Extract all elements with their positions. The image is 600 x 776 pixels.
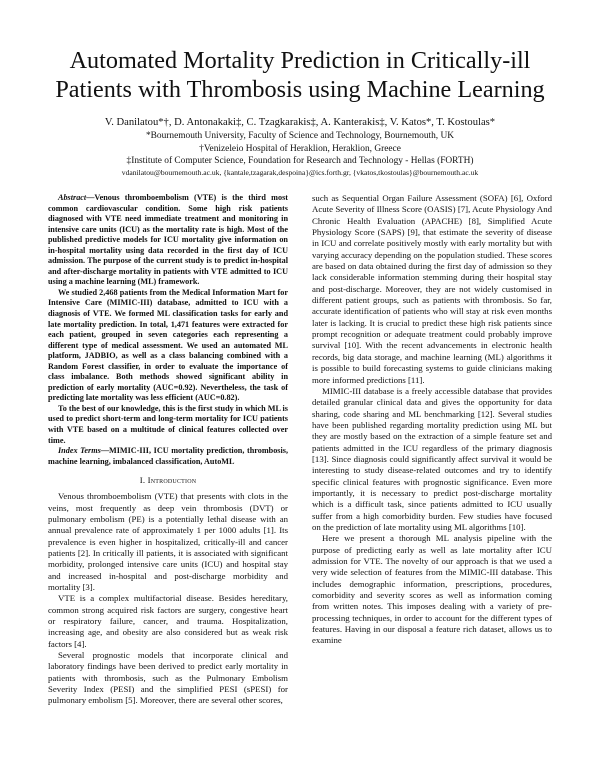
abstract-paragraph-3: To the best of our knowledge, this is the first study in which ML is used to predict short-term and long-term mortality for ICU patients with VTE based on a multitude of clinical features collected over time.: [48, 403, 288, 445]
right-paragraph-1: such as Sequential Organ Failure Assessment (SOFA) [6], Oxford Acute Severity of Illness Score (OASIS) [7], Acute Physiology And Chronic Health Evaluation (APACHE) [8], Simplified Acute Physiology Score (SAPS) [9], that estimate the severity of disease in ICU and correlate positively mostly with early mortality but with varying accuracy depending on the population studied. These scores are based on data obtained during the first day of admission so they lack considerable information stemming during their hospital stay and post-discharge. Moreover, they are not widely customised in different patient groups, such as patients with thrombosis. So far, accurate identification of patients who will stay at risk even months later is lacking. It is crucial to predict these high risk patients since prompt recognition or adequate treatment could probably improve survival [10]. With the recent advancements in electronic health records, big data storage, and machine learning (ML) algorithms it is possible to build forecasting systems to guide clinicians making more informed predictions [11].: [312, 193, 552, 385]
paper-title: [40, 46, 560, 104]
left-column: [48, 193, 288, 707]
author-names: V. Danilatou*†, D. Antonakaki‡, C. Tzagkarakis‡, A. Kanterakis‡, V. Katos*, T. Kostoulas*: [104, 117, 496, 128]
author-emails: vdanilatou@bournemouth.ac.uk, {kantale,tzagarak,despoina}@ics.forth.gr, {vkatos,tkostoulas}@bournemouth.ac.uk: [121, 167, 479, 177]
title-line-2: Patients with Thrombosis using Machine Learning: [55, 76, 545, 103]
abstract-lead: Abstract: [58, 193, 87, 202]
section-heading: [48, 475, 288, 485]
author-block: [40, 116, 560, 178]
affiliation-1: *Bournemouth University, Faculty of Science and Technology, Bournemouth, UK: [145, 131, 455, 141]
intro-paragraph-2: VTE is a complex multifactorial disease. Besides hereditary, common strong acquired risk factors are surgery, congestive heart or respiratory failure, cancer, and trauma. Hospitalization, increasing age, and obesity are also considered but as weak risk factors [4].: [48, 593, 288, 649]
intro-paragraph-3: Several prognostic models that incorporate clinical and laboratory findings have been derived to predict early mortality in patients with thrombosis, such as the Pulmonary Embolism Severity Index (PESI) and the simplified PESI (sPESI) for pulmonary embolism [5]. Moreover, there are several other scores,: [48, 650, 288, 706]
abstract-paragraph-1: [48, 193, 288, 288]
section-number: I.: [139, 475, 146, 486]
abstract-text-1: —Venous thromboembolism (VTE) is the third most common cardiovascular condition. Some high risk patients diagnosed with VTE need immediate treatment and monitoring in intensive care units (ICU) as the mortality rate is high. Most of the published predictive models for ICU mortality give information on in-hospital mortality using data recorded in the first day of ICU admission. The purpose of the current study is to predict in-hospital and after-discharge mortality in patients with VTE admitted to ICU using a machine learning (ML) framework.: [48, 193, 288, 287]
title-line-1: Automated Mortality Prediction in Critically-ill: [69, 47, 531, 74]
index-terms-lead: Index Terms: [58, 446, 101, 456]
right-column: [312, 193, 552, 647]
intro-paragraph-1: Venous thromboembolism (VTE) that presents with clots in the veins, most frequently as deep vein thrombosis (DVT) or pulmonary embolism (PE) is a potentially lethal disease with an annual prevalence rate of approximately 1 per 1000 adults [1]. Its prevalence is even higher in hospitalized, critically-ill and cancer patients [2]. In critically ill patients, it is associated with significant morbidity, prolonged intensive care units (ICU) and hospital stay and increased in-hospital and post-discharge morbidity and mortality [3].: [48, 491, 288, 592]
abstract-paragraph-2: We studied 2,468 patients from the Medical Information Mart for Intensive Care (MIMIC-III) database, admitted to ICU with a diagnosis of VTE. We formed ML classification tasks for early and late mortality prediction. In total, 1,471 features were extracted for each patient, grouped in seven categories each representing a different type of medical assessment. We used an automated ML platform, JADBIO, as well as a class balancing combined with a Random Forest classifier, in order to evaluate the importance of class imbalance. Both methods showed significant ability in prediction of early mortality (AUC=0.92). Nevertheless, the task of predicting late mortality was less efficient (AUC=0.82).: [48, 287, 288, 403]
right-paragraph-3: Here we present a thorough ML analysis pipeline with the purpose of predicting early as well as late mortality after ICU admission for VTE. The novelty of our approach is that we used a very wide selection of features from the MIMIC-III database. This includes demographic information, prescriptions, procedures, comorbidity and severity scores as well as information coming from written notes. This imposes dealing with a variety of pre-processing techniques, in order to account for the different types of features. Having in our disposal a feature rich dataset, allows us to examine: [312, 533, 552, 646]
index-terms-text: —MIMIC-III, ICU mortality prediction, thrombosis, machine learning, imbalanced classification, AutoML: [48, 446, 288, 466]
affiliation-3: ‡Institute of Computer Science, Foundation for Research and Technology - Hellas (FORTH): [126, 156, 474, 166]
affiliation-2: †Venizeleio Hospital of Heraklion, Heraklion, Greece: [199, 143, 401, 154]
index-terms: [48, 446, 288, 467]
right-paragraph-2: MIMIC-III database is a freely accessible database that provides detailed granular clinical data and gives the opportunity for data sharing, code sharing and ML benchmarking [12]. Several studies have been published regarding mortality prediction using ML but they are mostly based on the extraction of a simple feature set and patients admitted in the ICU regardless of the primary diagnosis [13]. Since diagnosis could significantly affect survival it would be interesting to study disease-related outcomes and try to identify specific clinical features with prognostic significance. Even more importantly, it is necessary to predict post-discharge mortality which is a difficult task, since patients admitted to ICU usually suffer from a high comorbidity burden. Few studies have focused on the prediction of late mortality using ML algorithms [10].: [312, 385, 552, 532]
section-title: Introduction: [147, 475, 197, 486]
